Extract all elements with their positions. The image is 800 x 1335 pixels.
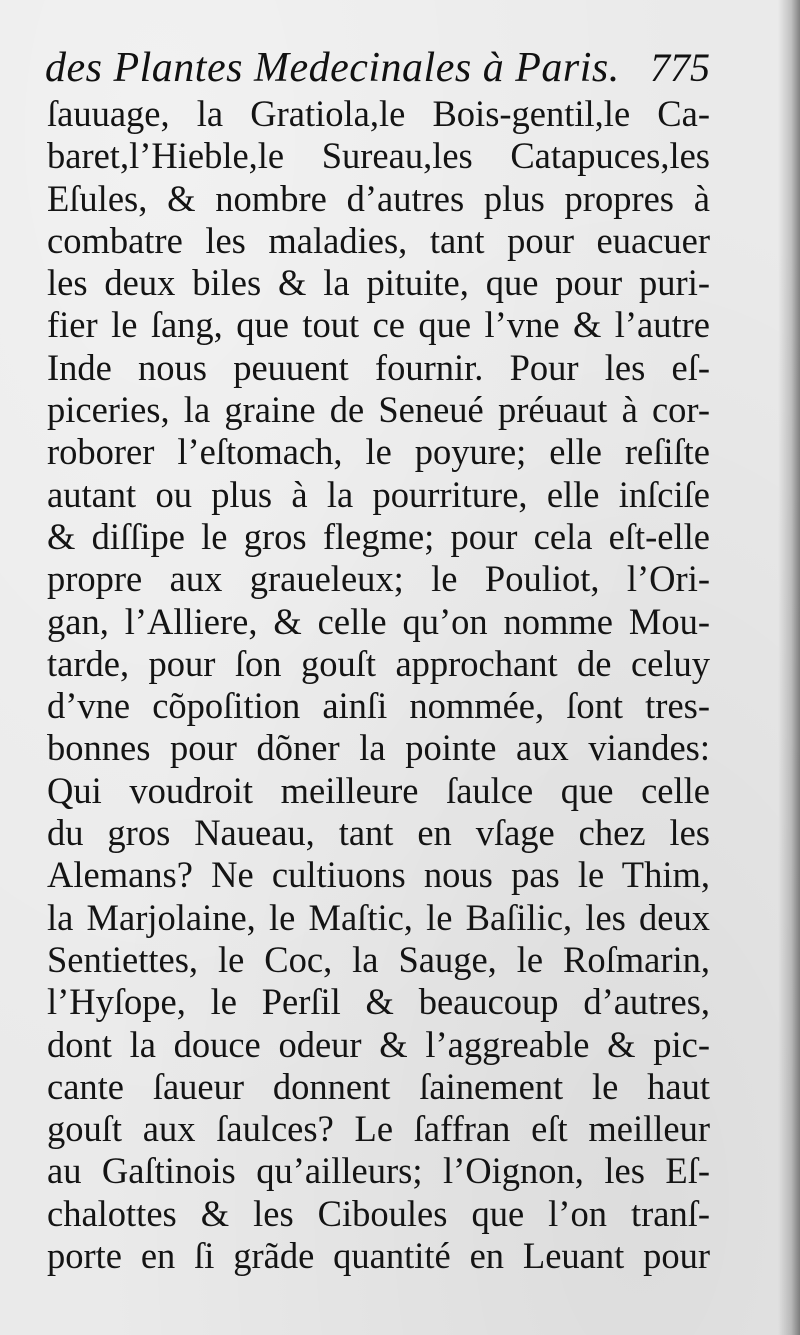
text-line: fier le ſang, que tout ce que l’vne & l’autre xyxy=(47,304,710,346)
text-line: Qui voudroit meilleure ſaulce que celle xyxy=(47,769,710,811)
text-line: bonnes pour dõner la pointe aux viandes: xyxy=(47,727,710,769)
text-line: dont la douce odeur & l’aggreable & pic- xyxy=(47,1023,710,1065)
text-line: Alemans? Ne cultiuons nous pas le Thim, xyxy=(47,854,710,896)
text-line: tarde, pour ſon gouſt approchant de celuy xyxy=(47,642,710,684)
running-title: des Plantes Medecinales à Paris. xyxy=(45,45,620,91)
text-line: les deux biles & la pituite, que pour puri- xyxy=(47,262,710,304)
text-line: cante ſaueur donnent ſainement le haut xyxy=(47,1065,710,1107)
text-line: chalottes & les Ciboules que l’on tranſ- xyxy=(47,1192,710,1234)
text-line: Eſules, & nombre d’autres plus propres à xyxy=(47,177,710,219)
text-line: Sentiettes, le Coc, la Sauge, le Roſmarin, xyxy=(47,938,710,980)
text-line: au Gaſtinois qu’ailleurs; l’Oignon, les Eſ- xyxy=(47,1150,710,1192)
text-line: du gros Naueau, tant en vſage chez les xyxy=(47,812,710,854)
text-line: Inde nous peuuent fournir. Pour les eſ- xyxy=(47,346,710,388)
text-line: piceries, la graine de Seneué préuaut à cor- xyxy=(47,389,710,431)
text-line: autant ou plus à la pourriture, elle inſciſe xyxy=(47,473,710,515)
text-line: ſauuage, la Gratiola,le Bois-gentil,le Ca- xyxy=(47,93,710,134)
text-line: porte en ſi grãde quantité en Leuant pour xyxy=(47,1235,710,1277)
page-header xyxy=(45,38,710,98)
text-line: l’Hyſope, le Perſil & beaucoup d’autres, xyxy=(47,981,710,1023)
text-line: propre aux graueleux; le Pouliot, l’Ori- xyxy=(47,558,710,600)
text-line: gan, l’Alliere, & celle qu’on nomme Mou- xyxy=(47,600,710,642)
text-line: d’vne cõpoſition ainſi nommée, ſont tres- xyxy=(47,685,710,727)
text-line: & diſſipe le gros flegme; pour cela eſt-elle xyxy=(47,515,710,557)
page-edge-shadow xyxy=(778,0,800,1335)
text-line: gouſt aux ſaulces? Le ſaffran eſt meilleur xyxy=(47,1108,710,1150)
text-line: roborer l’eſtomach, le poyure; elle reſiſte xyxy=(47,431,710,473)
text-line: combatre les maladies, tant pour euacuer xyxy=(47,219,710,261)
body-text xyxy=(47,93,710,1277)
page-number: 775 xyxy=(650,45,710,90)
text-line: baret,l’Hieble,le Sureau,les Catapuces,les xyxy=(47,135,710,177)
text-line: la Marjolaine, le Maſtic, le Baſilic, les deux xyxy=(47,896,710,938)
